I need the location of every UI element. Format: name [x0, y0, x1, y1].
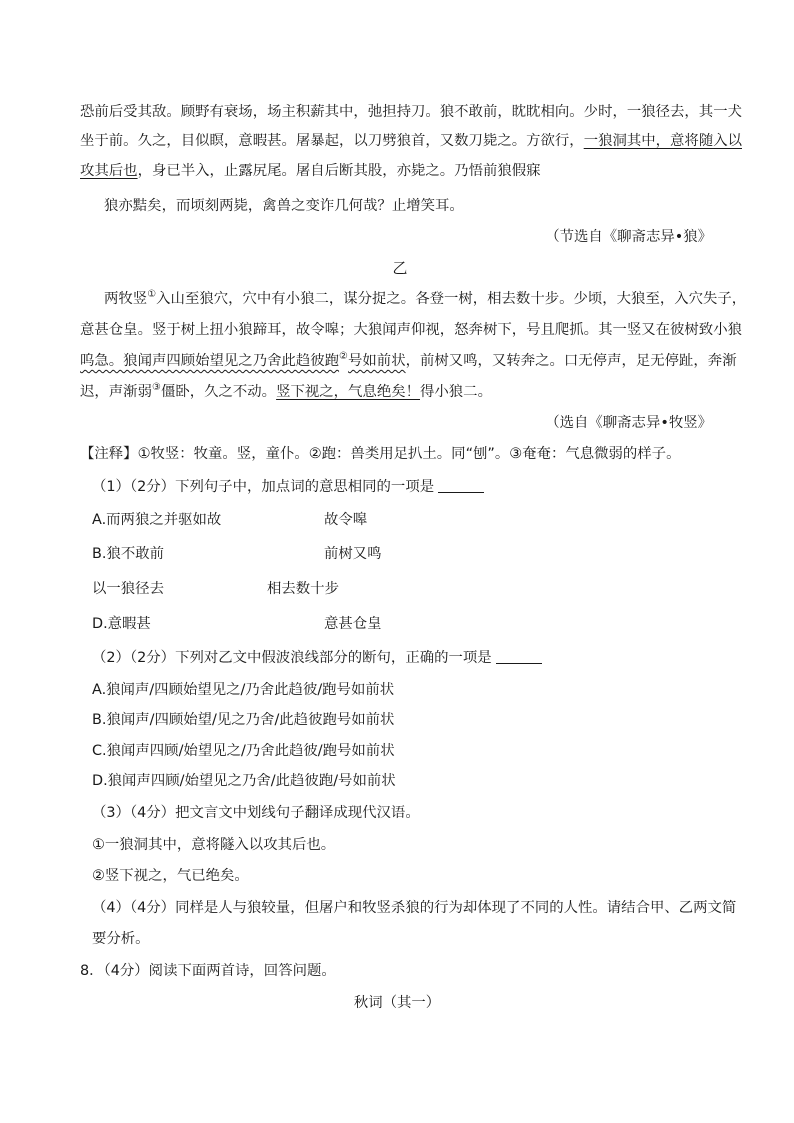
passage-b-line-2: 意甚仓皇。竖于树上扭小狼蹄耳，故令嗥；大狼闻声仰视，怒奔树下，号且爬抓。其一竖又在彼树致小狼 [80, 322, 742, 338]
underlined-sentence-part-2: 攻其后也 [80, 163, 138, 179]
q2-option-a: A.狼闻声/四顾始望见之/乃舍此趋彼/跑号如前状 [92, 682, 395, 698]
wavy-underlined-sentence-end: 号如前状 [348, 353, 406, 369]
passage-b-line-3-c: ，前树又鸣，又转奔之。口无停声，足无停趾，奔渐 [405, 353, 737, 369]
passage-a-line-1: 恐前后受其敌。顾野有衰场，场主积薪其中，弛担持刀。狼不敢前，眈眈相向。少时，一狼径去，其一犬 [80, 104, 742, 120]
question-2-stem-text: （2）（2分）下列对乙文中假波浪线部分的断句，正确的一项是 [92, 650, 492, 666]
passage-b-line-4 [80, 382, 492, 402]
passage-b-source: （选自《聊斋志异•牧竖》 [545, 415, 712, 431]
underlined-sentence-2: 竖下视之，气息绝矣！ [276, 384, 420, 400]
question-8-stem: 8．（4分）阅读下面两首诗，回答问题。 [80, 963, 336, 979]
answer-blank-2[interactable] [496, 649, 542, 664]
question-1-stem [92, 477, 484, 497]
footnote-mark-1: ① [147, 289, 157, 300]
q1-option-c-left: 以一狼径去 [92, 581, 164, 597]
passage-b-line-1-b: 入山至狼穴，穴中有小狼二，谋分捉之。各登一树，相去数十步。少顷，大狼至，入穴失子， [156, 291, 747, 307]
answer-blank-1[interactable] [438, 478, 484, 493]
q1-option-d-left: D.意暇甚 [92, 616, 151, 632]
passage-b-line-4-a: 迟，声渐弱 [80, 384, 152, 400]
passage-b-line-4-b: 僵卧，久之不动。 [160, 384, 277, 400]
wavy-underlined-sentence: 呜急。狼闻声四顾始望见之乃舍此趋彼跑 [80, 353, 340, 369]
question-1-stem-text: （1）（2分）下列句子中，加点词的意思相同的一项是 [92, 479, 435, 495]
passage-b-line-1 [104, 289, 747, 309]
q1-option-a-left: A.而两狼之并驱如故 [92, 512, 222, 528]
q2-option-b: B.狼闻声/四顾始望/见之乃舍/此趋彼跑号如前状 [92, 712, 395, 728]
passage-a-line-3-text: ，身已半入，止露尻尾。屠自后断其股，亦毙之。乃悟前狼假寐 [137, 163, 541, 179]
q1-option-d-right: 意甚仓皇 [324, 616, 382, 632]
footnote-mark-3: ③ [151, 382, 161, 393]
passage-b-line-1-a: 两牧竖 [104, 291, 148, 307]
q1-option-c-right: 相去数十步 [267, 581, 339, 597]
q2-option-c: C.狼闻声四顾/始望见之/乃舍此趋彼/跑号如前状 [92, 743, 395, 759]
passage-a-source: （节选自《聊斋志异•狼》 [545, 229, 712, 245]
passage-a-line-2 [80, 131, 742, 151]
passage-a-line-2-text: 坐于前。久之，目似瞑，意暇甚。屠暴起，以刀劈狼首，又数刀毙之。方欲行， [80, 133, 584, 149]
underlined-sentence-part-1: 一狼洞其中，意将随入以 [583, 133, 742, 149]
footnote-mark-2: ② [339, 351, 349, 362]
question-2-stem [92, 648, 542, 668]
q2-option-d: D.狼闻声四顾/始望见之乃舍/此趋彼跑/号如前状 [92, 773, 396, 789]
question-3-stem: （3）（4分）把文言文中划线句子翻译成现代汉语。 [92, 805, 420, 821]
poem-title: 秋词（其一） [353, 995, 441, 1011]
q1-option-b-left: B.狼不敢前 [92, 546, 165, 562]
passage-a-line-4: 狼亦黠矣，而顷刻两毙，禽兽之变诈几何哉？止增笑耳。 [104, 198, 464, 214]
annotation-notes: 【注释】①牧竖：牧童。竖，童仆。②跑：兽类用足扒土。同“刨”。③奄奄：气息微弱的样子。 [80, 446, 681, 462]
question-4-stem-line-1: （4）（4分）同样是人与狼较量，但屠户和牧竖杀狼的行为却体现了不同的人性。请结合甲、乙两文简 [92, 900, 737, 916]
question-4-stem-line-2: 要分析。 [92, 931, 150, 947]
passage-b-line-3 [80, 351, 737, 371]
passage-a-line-3 [80, 161, 541, 181]
q3-item-2: ②竖下视之，气已绝矣。 [92, 868, 249, 884]
q3-item-1: ①一狼洞其中，意将隧入以攻其后也。 [92, 837, 336, 853]
passage-b-heading: 乙 [392, 259, 408, 277]
passage-b-line-4-c: 得小狼二。 [420, 384, 492, 400]
q1-option-b-right: 前树又鸣 [324, 546, 382, 562]
q1-option-a-right: 故令嗥 [324, 512, 368, 528]
